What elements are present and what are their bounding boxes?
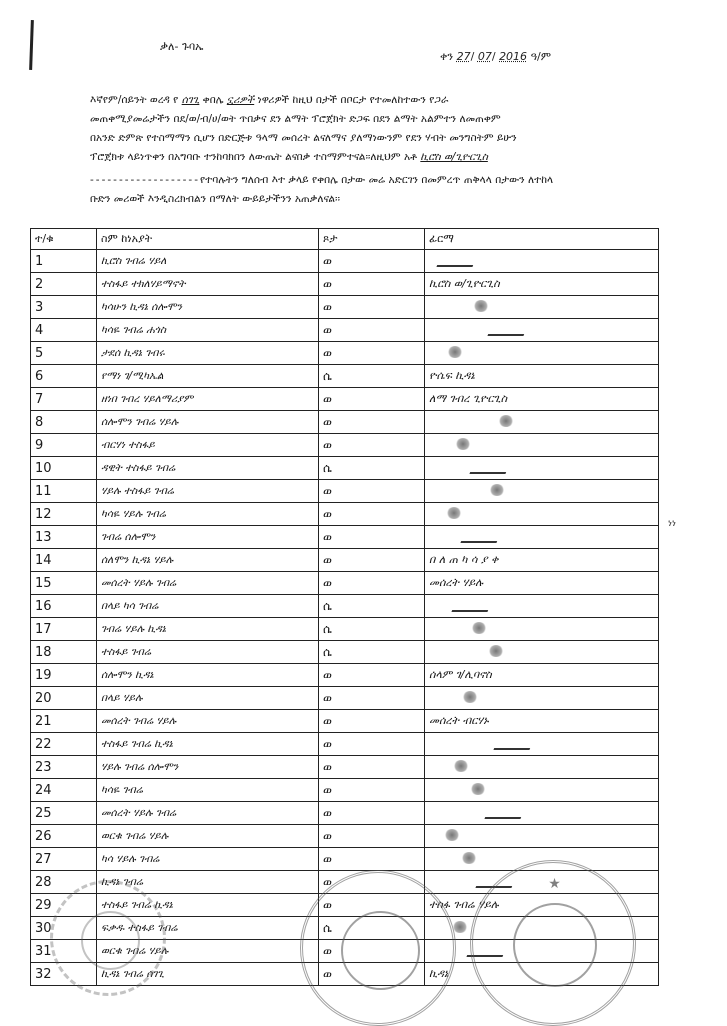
row-number: 16 <box>31 595 97 618</box>
row-sex: ሴ <box>319 641 425 664</box>
table-row <box>31 802 659 825</box>
row-sex: ወ <box>319 319 425 342</box>
table-row <box>31 595 659 618</box>
table-row <box>31 434 659 457</box>
row-name: ታደሰ ኪዳኔ ገብሩ <box>97 342 319 365</box>
row-name: ካሳዬ ገብሬ ሐጎስ <box>97 319 319 342</box>
row-sex: ወ <box>319 342 425 365</box>
paragraph-text: የተባሉትን ግለሰብ እተ ቃላይ የቀበሌ በታው መሬ አድርገን በመምረጥ ጠቅላላ በታውን ለተከላ <box>200 174 554 186</box>
row-name: መሰረት ገብሬ ሃይሉ <box>97 710 319 733</box>
table-header-row <box>31 229 659 250</box>
row-signature <box>425 687 659 710</box>
row-signature <box>425 779 659 802</box>
row-name: ብርሃነ ተስፋይ <box>97 434 319 457</box>
row-name: ካሳሁን ኪዳኔ ሰሎሞን <box>97 296 319 319</box>
row-signature <box>425 434 659 457</box>
paragraph-text: ቀበሌ <box>202 94 224 106</box>
row-sex: ወ <box>319 296 425 319</box>
row-number: 28 <box>31 871 97 894</box>
row-signature: ዮሴፍ ኪዳኔ <box>425 365 659 388</box>
row-number: 25 <box>31 802 97 825</box>
table-row <box>31 710 659 733</box>
row-sex: ወ <box>319 549 425 572</box>
row-number: 20 <box>31 687 97 710</box>
row-number: 23 <box>31 756 97 779</box>
row-signature <box>425 802 659 825</box>
signature-mark <box>455 438 471 450</box>
row-name: ተስፋይ ተክለሃይማኖት <box>97 273 319 296</box>
paragraph-line-3: በአንድ ድምጽ የተስማማን ሲሆን በድርጅቱ ዓላማ መሰረት ልናለማና ያለማነውንም የደን ሃብት መንግስትም ይሁን <box>90 132 517 144</box>
row-name: ዳዊት ተስፋይ ገብሬ <box>97 457 319 480</box>
row-sex: ወ <box>319 825 425 848</box>
row-sex: ወ <box>319 434 425 457</box>
row-number: 9 <box>31 434 97 457</box>
row-signature <box>425 480 659 503</box>
row-signature: ተስፋ ገብሬ ሃይሉ <box>425 894 659 917</box>
signature-mark <box>470 783 486 795</box>
row-signature: መሰረት ብርሃኑ <box>425 710 659 733</box>
signature-mark <box>493 736 534 750</box>
stamp-inner-ring <box>341 911 420 990</box>
row-sex: ወ <box>319 411 425 434</box>
row-name: ካሳዬ ሃይሉ ገብሬ <box>97 503 319 526</box>
paragraph-text: ነዋሪዎች ከዚህ በታች በቦርታ የተመለከተውን የጋራ <box>257 94 449 106</box>
row-signature: መሰረት ሃይሉ <box>425 572 659 595</box>
row-number: 19 <box>31 664 97 687</box>
row-number: 32 <box>31 963 97 986</box>
row-name: ገብሬ ሰሎሞን <box>97 526 319 549</box>
row-sex: ወ <box>319 894 425 917</box>
official-stamp <box>300 870 456 1026</box>
signature-mark <box>489 484 505 496</box>
row-number: 15 <box>31 572 97 595</box>
row-number: 8 <box>31 411 97 434</box>
signature-mark <box>469 460 510 474</box>
elected-person-name: ኪሮስ ወ/ጊዮርጊስ <box>420 151 488 163</box>
table-row <box>31 641 659 664</box>
row-sex: ሴ <box>319 917 425 940</box>
row-signature <box>425 733 659 756</box>
table-row <box>31 250 659 273</box>
signature-mark <box>498 415 514 427</box>
row-signature <box>425 411 659 434</box>
header-signature: ፊርማ <box>425 229 659 250</box>
signature-mark <box>444 829 460 841</box>
row-sex: ወ <box>319 503 425 526</box>
signature-mark <box>473 300 489 312</box>
signature-mark <box>484 805 525 819</box>
table-row <box>31 618 659 641</box>
stamp-inner-ring <box>513 903 597 987</box>
row-signature <box>425 319 659 342</box>
signature-mark <box>447 346 463 358</box>
signature-mark <box>462 691 478 703</box>
date-month: 07 <box>477 50 492 63</box>
row-number: 10 <box>31 457 97 480</box>
table-row <box>31 756 659 779</box>
table-row <box>31 526 659 549</box>
table-row <box>31 319 659 342</box>
row-name: የማነ ገ/ሚካኤል <box>97 365 319 388</box>
header-sex: ጾታ <box>319 229 425 250</box>
row-name: ተስፋይ ገብሬ ኪዳኔ <box>97 894 319 917</box>
row-signature: ኪዳኔ <box>425 963 659 986</box>
paragraph-line-5 <box>90 172 690 190</box>
row-name: ሃይሉ ተስፋይ ገብሬ <box>97 480 319 503</box>
table-row <box>31 480 659 503</box>
signature-mark <box>471 622 487 634</box>
table-row <box>31 457 659 480</box>
signature-mark <box>460 529 501 543</box>
row-number: 21 <box>31 710 97 733</box>
official-stamp <box>470 860 636 1026</box>
row-sex: ወ <box>319 250 425 273</box>
table-row <box>31 503 659 526</box>
row-sex: ወ <box>319 848 425 871</box>
signature-mark <box>451 598 492 612</box>
star-icon: ★ <box>548 875 561 892</box>
table-row <box>31 664 659 687</box>
row-sex: ወ <box>319 963 425 986</box>
row-number: 2 <box>31 273 97 296</box>
row-name: መሰረት ሃይሉ ገብሬ <box>97 572 319 595</box>
row-sex: ሴ <box>319 365 425 388</box>
kebele-name: ሰገጊ <box>181 94 200 106</box>
row-number: 4 <box>31 319 97 342</box>
edge-mark: ነነ <box>668 518 676 529</box>
row-name: ወርቁ ገብሬ ሃይሉ <box>97 825 319 848</box>
row-sex: ሴ <box>319 457 425 480</box>
row-signature <box>425 503 659 526</box>
row-name: ወርቁ ገብሬ ሃይሉ <box>97 940 319 963</box>
table-row <box>31 273 659 296</box>
row-name: ኪዳኔ ገብሬ <box>97 871 319 894</box>
signature-mark <box>436 253 477 267</box>
row-sex: ወ <box>319 733 425 756</box>
row-signature <box>425 342 659 365</box>
row-number: 7 <box>31 388 97 411</box>
row-name: ኪሮስ ገብሬ ሃይለ <box>97 250 319 273</box>
row-name: ኪዳኔ ገብሬ ሰገጊ <box>97 963 319 986</box>
table-row <box>31 296 659 319</box>
residents-fill: ኗሪዎች <box>226 94 255 106</box>
row-signature <box>425 296 659 319</box>
row-signature <box>425 825 659 848</box>
row-signature <box>425 457 659 480</box>
row-signature <box>425 641 659 664</box>
row-number: 13 <box>31 526 97 549</box>
row-sex: ወ <box>319 664 425 687</box>
row-sex: ወ <box>319 526 425 549</box>
row-name: በላይ ሃይሉ <box>97 687 319 710</box>
row-name: ሰለሞን ኪዳኔ ሃይሉ <box>97 549 319 572</box>
paragraph-line-2: መጠቀሚያመሬታችን በደ/ወ/ብ/ሀ/ወት ጥበቃና ደን ልማት ፕሮጀክት ድጋፍ በደን ልማት አልምተን ለመጠቀም <box>90 113 501 125</box>
row-number: 5 <box>31 342 97 365</box>
row-number: 11 <box>31 480 97 503</box>
row-number: 18 <box>31 641 97 664</box>
table-row <box>31 342 659 365</box>
row-signature <box>425 526 659 549</box>
row-signature: በ ለ ጠ ካ ሳ ያ ቀ <box>425 549 659 572</box>
faded-stamp <box>50 880 166 996</box>
row-signature <box>425 595 659 618</box>
row-name: በላይ ካሳ ገብሬ <box>97 595 319 618</box>
row-name: ሰሎሞን ገብሬ ሃይሉ <box>97 411 319 434</box>
row-signature: ሰላም ገ/ሊባኖስ <box>425 664 659 687</box>
table-row <box>31 365 659 388</box>
paragraph-text: እኛየም/ሰይንት ወረዳ የ <box>90 94 179 106</box>
row-number: 27 <box>31 848 97 871</box>
row-sex: ወ <box>319 480 425 503</box>
signature-mark <box>488 645 504 657</box>
signature-mark <box>452 921 468 933</box>
row-sex: ሴ <box>319 618 425 641</box>
row-sex: ወ <box>319 940 425 963</box>
margin-mark <box>29 20 34 70</box>
blank-dashes: ------------------- <box>90 174 200 186</box>
header-full-name: ስም ከነአያት <box>97 229 319 250</box>
row-signature <box>425 756 659 779</box>
date-suffix: ዓ/ም <box>530 50 552 63</box>
paragraph-text: ፕሮጀክቱ ላይነጥቀን በአግባቡ ተንከባክበን ለውጤት ልናበቃ ተስማምተናል፡፡ለዚህም አቶ <box>90 151 417 163</box>
table-row <box>31 733 659 756</box>
paragraph-line-4 <box>90 149 690 167</box>
row-name: ፍቃዱ ተስፋይ ገብሬ <box>97 917 319 940</box>
row-number: 29 <box>31 894 97 917</box>
row-sex: ወ <box>319 687 425 710</box>
signature-mark <box>446 507 462 519</box>
row-number: 30 <box>31 917 97 940</box>
table-row <box>31 411 659 434</box>
row-name: ተስፋይ ገብሬ <box>97 641 319 664</box>
stamp-inner-ring <box>81 911 140 970</box>
row-number: 26 <box>31 825 97 848</box>
row-name: ሃይሉ ገብሬ ሰሎሞን <box>97 756 319 779</box>
row-signature <box>425 618 659 641</box>
row-sex: ወ <box>319 871 425 894</box>
row-signature: ለማ ገብረ ጊዮርጊስ <box>425 388 659 411</box>
row-name: ሰሎሞን ኪዳኔ <box>97 664 319 687</box>
signature-mark <box>453 760 469 772</box>
signature-mark <box>487 322 528 336</box>
row-name: ገብሬ ሃይሉ ኪዳኔ <box>97 618 319 641</box>
row-signature <box>425 250 659 273</box>
date-prefix: ቀን <box>440 50 454 63</box>
row-name: ዘነበ ገብረ ሃይለማሪያም <box>97 388 319 411</box>
row-sex: ወ <box>319 779 425 802</box>
row-number: 1 <box>31 250 97 273</box>
row-number: 14 <box>31 549 97 572</box>
row-name: ካሳ ሃይሉ ገብሬ <box>97 848 319 871</box>
date-year: 2016 <box>499 50 528 63</box>
table-row <box>31 572 659 595</box>
paragraph-line-1 <box>90 92 690 110</box>
date-line: ቀን 27/ 07/ 2016 ዓ/ም <box>440 50 552 63</box>
table-row <box>31 388 659 411</box>
row-sex: ወ <box>319 756 425 779</box>
table-row <box>31 549 659 572</box>
row-name: መሰረት ሃይሉ ገብሬ <box>97 802 319 825</box>
table-row <box>31 825 659 848</box>
row-signature: ኪሮስ ወ/ጊዮርጊስ <box>425 273 659 296</box>
header-number: ተ/ቁ <box>31 229 97 250</box>
row-sex: ወ <box>319 388 425 411</box>
row-name: ካሳዬ ገብሬ <box>97 779 319 802</box>
row-number: 31 <box>31 940 97 963</box>
table-row <box>31 687 659 710</box>
signature-mark <box>461 852 477 864</box>
row-sex: ሴ <box>319 595 425 618</box>
row-sex: ወ <box>319 572 425 595</box>
row-sex: ወ <box>319 710 425 733</box>
row-number: 3 <box>31 296 97 319</box>
row-number: 6 <box>31 365 97 388</box>
row-sex: ወ <box>319 802 425 825</box>
row-number: 22 <box>31 733 97 756</box>
paragraph-line-6: ቡድን መሪወች እንዲስረክብልን በማለት ውይይታችንን አጠቃለናል፡፡ <box>90 193 341 205</box>
table-row <box>31 779 659 802</box>
row-sex: ወ <box>319 273 425 296</box>
row-number: 17 <box>31 618 97 641</box>
row-number: 24 <box>31 779 97 802</box>
document-title: ቃለ- ጉባኤ <box>160 40 204 53</box>
date-day: 27 <box>456 50 471 63</box>
row-number: 12 <box>31 503 97 526</box>
row-name: ተስፋይ ገብሬ ኪዳኔ <box>97 733 319 756</box>
